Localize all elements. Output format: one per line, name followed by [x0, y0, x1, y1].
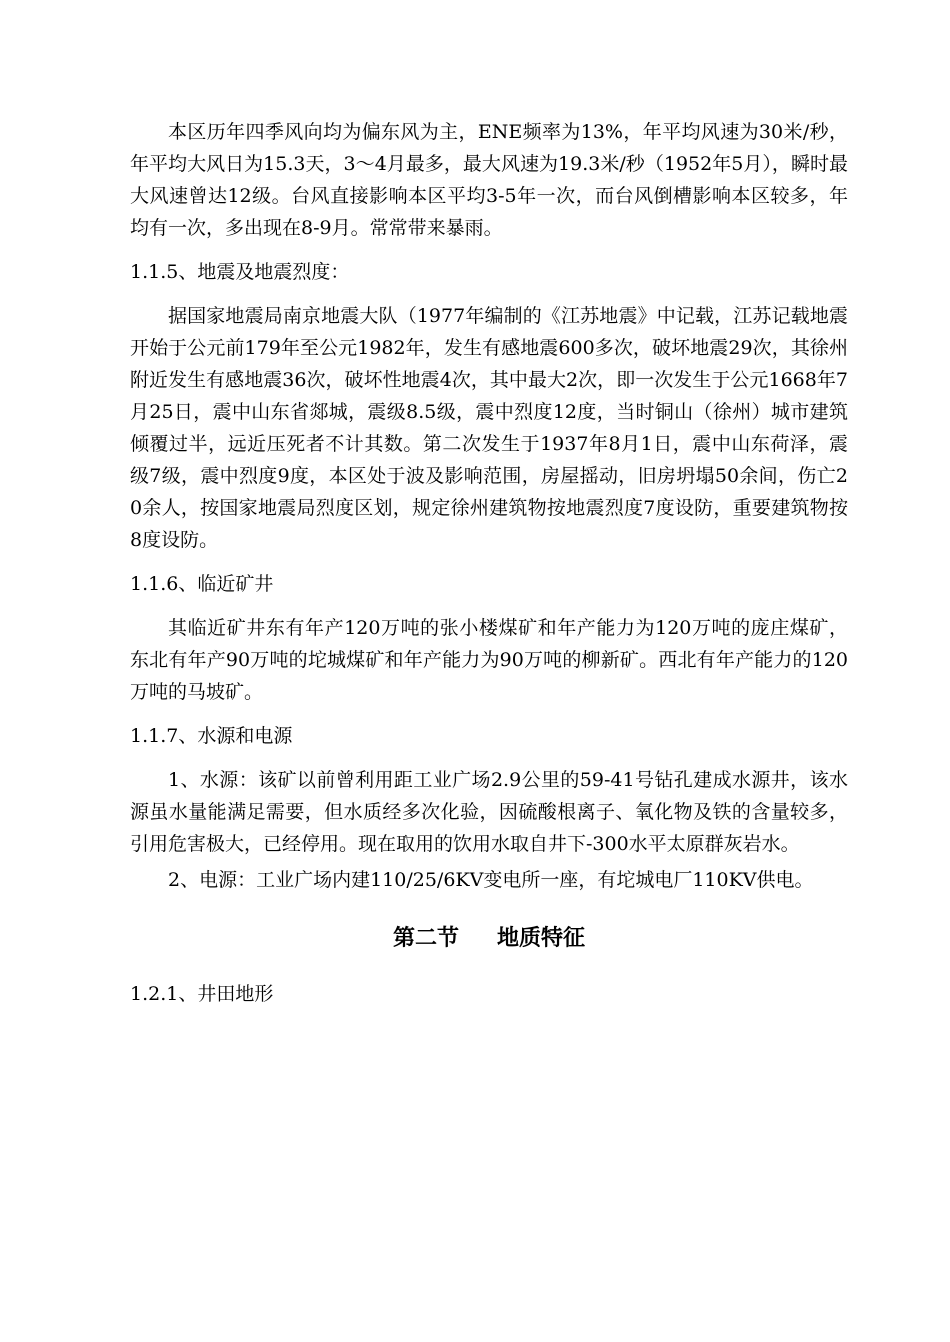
- mines-heading: 1.1.6、临近矿井: [130, 573, 274, 595]
- water-power-heading: 1.1.7、水源和电源: [130, 725, 293, 747]
- wind-paragraph: 本区历年四季风向均为偏东风为主，ENE频率为13%，年平均风速为30米/秒，年平均大风日为15.3天，3～4月最多，最大风速为19.3米/秒（1952年5月），瞬时最大风速曾达12级。台风直接影响本区平均3-5年一次，而台风倒槽影响本区较多，年均有一次，多出现在8-9月。常常带来暴雨。: [130, 121, 848, 239]
- earthquake-paragraph: 据国家地震局南京地震大队（1977年编制的《江苏地震》中记载，江苏记载地震开始于公元前179年至公元1982年，发生有感地震600多次，破坏地震29次，其徐州附近发生有感地震36次，破坏性地震4次，其中最大2次，即一次发生于公元1668年7月25日，震中山东省郯城，震级8.5级，震中烈度12度，当时铜山（徐州）城市建筑倾覆过半，远近压死者不计其数。第二次发生于1937年8月1日，震中山东荷泽，震级7级，震中烈度9度，本区处于波及影响范围，房屋摇动，旧房坍塌50余间，伤亡20余人，按国家地震局烈度区划，规定徐州建筑物按地震烈度7度设防，重要建筑物按8度设防。: [130, 305, 848, 551]
- section-number: 第二节: [392, 926, 459, 951]
- section-name: 地质特征: [497, 926, 586, 951]
- earthquake-heading: 1.1.5、地震及地震烈度：: [130, 261, 350, 283]
- document-page: [130, 116, 848, 1010]
- power-source-paragraph: 2、电源：工业广场内建110/25/6KV变电所一座，有坨城电厂110KV供电。: [168, 869, 814, 891]
- terrain-heading: 1.2.1、井田地形: [130, 983, 274, 1005]
- mines-paragraph: 其临近矿井东有年产120万吨的张小楼煤矿和年产能力为120万吨的庞庄煤矿，东北有年产90万吨的坨城煤矿和年产能力为90万吨的柳新矿。西北有年产能力的120万吨的马坡矿。: [130, 617, 848, 703]
- section-title: [130, 922, 848, 956]
- water-source-paragraph: 1、水源：该矿以前曾利用距工业广场2.9公里的59-41号钻孔建成水源井，该水源虽水量能满足需要，但水质经多次化验，因硫酸根离子、氧化物及铁的含量较多，引用危害极大，已经停用。现在取用的饮用水取自井下-300水平太原群灰岩水。: [130, 769, 848, 855]
